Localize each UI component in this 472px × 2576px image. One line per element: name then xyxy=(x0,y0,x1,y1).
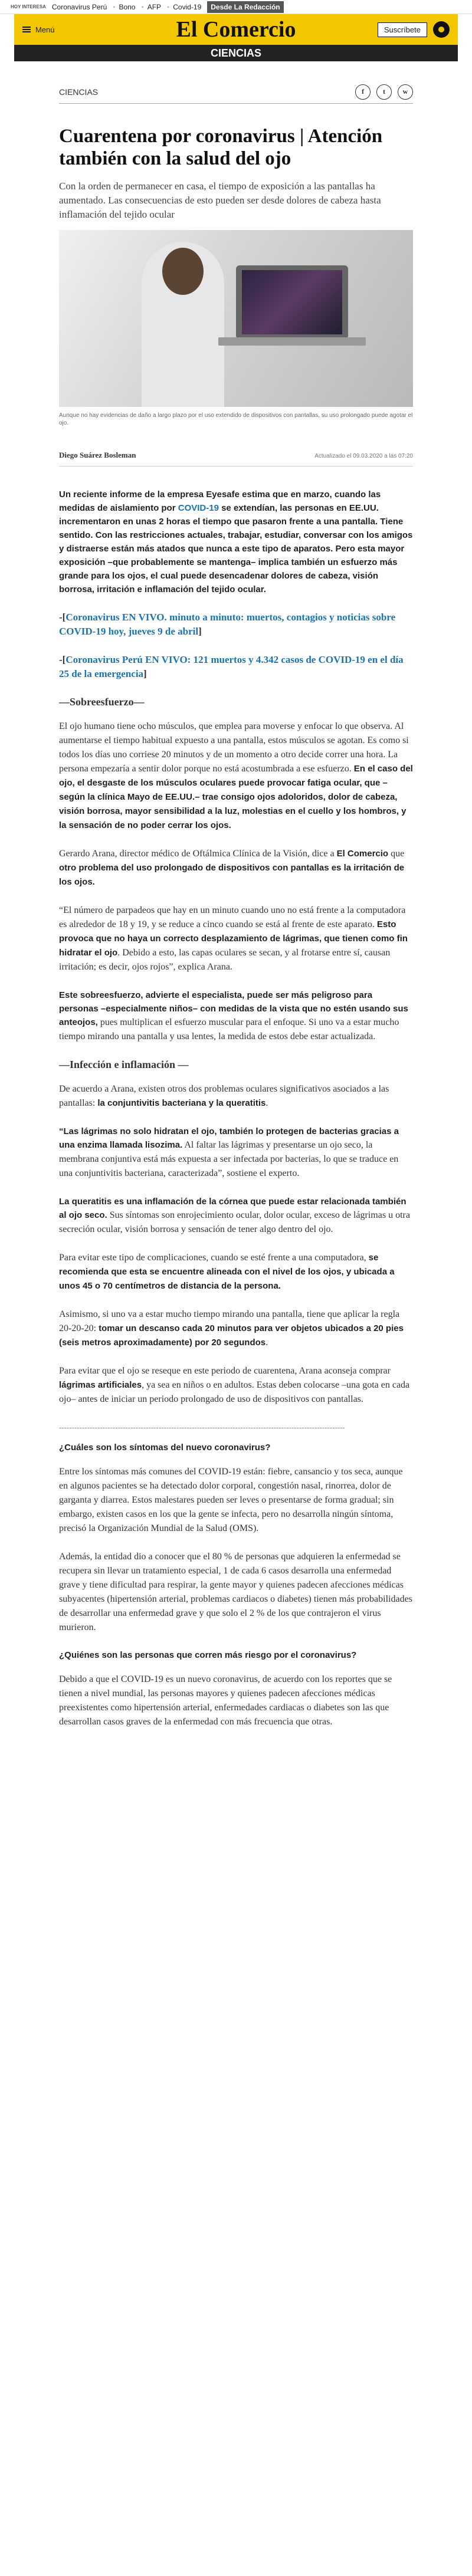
text: El ojo humano tiene ocho músculos, que emplea para moverse y enfocar lo que observa. Al aumentarse el tiempo habitual expuesto a una pantalla, estos músculos se agotan. Es como si todos los días uno corriese 20 minutos y de un momento a otro decide correr una hora. La persona empezaría a sentir dolor porque no está acostumbrada a ese esfuerzo. xyxy=(59,721,409,774)
topbar-separator: • xyxy=(141,2,144,11)
text: . Debido a esto, las capas oculares se secan, y al frotarse entre sí, causan irritación; es decir, ojos rojos”, explica Arana. xyxy=(59,948,391,972)
article-container xyxy=(59,80,413,1729)
bold-text: Esto provoca que no haya un correcto desplazamiento de lágrimas, que tienen como fin hidratar el ojo xyxy=(59,919,408,958)
bold-text: En el caso del ojo, el desgaste de los músculos oculares puede provocar fatiga ocular, que –según la clínica Mayo de EE.UU.– trae consigo ojos adoloridos, dolor de cabeza, visión borrosa, mayor sensibilidad a la luz, molestias en el cuello y los hombros, y la sensación de no poder cerrar los ojos. xyxy=(59,764,413,830)
topbar-link-afp[interactable]: AFP xyxy=(147,2,162,11)
site-header xyxy=(14,14,458,45)
bold-text: La queratitis es una inflamación de la córnea que puede estar relacionada también al ojo seco. xyxy=(59,1197,407,1220)
text: Para evitar que el ojo se reseque en este periodo de cuarentena, Arana aconseja comprar xyxy=(59,1366,391,1376)
bold-text: lágrimas artificiales xyxy=(59,1380,142,1390)
article-title: Cuarentena por coronavirus | Atención también con la salud del ojo xyxy=(59,126,383,169)
text: Sus síntomas son enrojecimiento ocular, dolor ocular, exceso de lágrimas u otra secreción ocular, visión borrosa y sensación de tener algo dentro del ojo. xyxy=(59,1210,410,1234)
bracket: -[ xyxy=(59,654,66,665)
paragraph xyxy=(59,488,413,596)
text: , ya sea en niños o en adultos. Estas deben colocarse –una gota en cada ojo– antes de iniciar un periodo prolongado de uso de dispositivos con pantallas. xyxy=(59,1380,410,1404)
text: Asimismo, si uno va a estar mucho tiempo mirando una pantalla, tiene que aplicar la regla 20-20-20: xyxy=(59,1309,400,1333)
topbar-separator: • xyxy=(113,2,116,11)
question-heading: ¿Quiénes son las personas que corren más riesgo por el coronavirus? xyxy=(59,1650,357,1660)
laptop-base xyxy=(218,337,366,346)
top-strip xyxy=(0,0,472,14)
bracket: ] xyxy=(198,626,202,637)
text: se extendían, las personas en EE.UU. incrementaron en unas 2 horas el tiempo que pasaron frente a una pantalla. Tiene sentido. Con las restricciones actuales, trabajar, estudiar, conversar con los amigos y distraerse están más atados que nunca a este tipo de aparatos. Pero esta mayor exposición –que probablemente se mantenga– implica también un esfuerzo más grande para los ojos, el cual puede desencadenar dolores de cabeza, visión borrosa, irritación e inflamación del tejido ocular. xyxy=(59,503,413,594)
subscribe-button[interactable]: Suscríbete xyxy=(378,22,427,37)
paragraph xyxy=(59,988,413,1044)
paragraph xyxy=(59,847,413,889)
bracket: ] xyxy=(143,668,147,679)
paragraph: Entre los síntomas más comunes del COVID-19 están: fiebre, cansancio y tos seca, aunque en algunos pacientes se ha detectado dolor corporal, congestión nasal, rinorrea, dolor de garganta y diarrea. Estos malestares pueden ser leves o presentarse de forma gradual; sin embargo, existen casos en los que la gente se infecta, pero no desarrolla ningún síntoma, precisó la Organización Mundial de la Salud (OMS). xyxy=(59,1467,403,1533)
bold-text: El Comercio xyxy=(336,849,389,859)
text: Gerardo Arana, director médico de Oftálmica Clínica de la Visión, dice a xyxy=(59,849,337,859)
bold-text: Este sobreesfuerzo, advierte el especialista, puede ser más peligroso para personas –especialmente niños– con medidas de la vista que no estén usando sus anteojos, xyxy=(59,990,408,1027)
paragraph xyxy=(59,1125,413,1181)
whatsapp-icon[interactable]: w xyxy=(398,84,413,100)
paragraph xyxy=(59,1082,413,1110)
dashed-divider: ---------------------------------------------------------------------------------------------------------------- xyxy=(59,1423,345,1432)
bold-text: se recomienda que esta se encuentre alineada con el nivel de los ojos, y ubicada a unos 45 o 70 centímetros de distancia de la persona. xyxy=(59,1253,395,1291)
menu-button[interactable] xyxy=(22,25,55,34)
paragraph xyxy=(59,1307,413,1350)
text: que xyxy=(388,849,405,859)
text: Para evitar este tipo de complicaciones, cuando se esté frente a una computadora, xyxy=(59,1253,369,1263)
share-buttons xyxy=(355,84,413,100)
topbar-link-bono[interactable]: Bono xyxy=(119,2,136,11)
related-link-2 xyxy=(59,653,413,681)
paragraph: Además, la entidad dio a conocer que el 80 % de personas que adquieren la enfermedad se recupera sin llevar un tratamiento especial, 1 de cada 6 casos desarrolla una enfermedad grave y tiene dificultad para respirar, la gente mayor y quienes padecen afecciones médicas subyacentes (hipertensión arterial, problemas cardiacos o diabetes) tienen más probabilidades de desarrollar una enfermedad grave y que solo el 2 % de los que contrajeron el virus murieron. xyxy=(59,1552,412,1632)
article-body xyxy=(59,488,413,1729)
facebook-icon[interactable]: f xyxy=(355,84,371,100)
covid-link[interactable]: COVID-19 xyxy=(178,503,219,513)
paragraph xyxy=(59,1364,413,1407)
related-link-peru[interactable]: Coronavirus Perú EN VIVO: 121 muertos y 4.342 casos de COVID-19 en el día 25 de la emergencia xyxy=(59,654,404,679)
paragraph xyxy=(59,903,413,974)
question-heading: ¿Cuáles son los síntomas del nuevo coronavirus? xyxy=(59,1443,271,1453)
bold-text: “Las lágrimas no solo hidratan el ojo, también lo protegen de bacterias gracias a una enzima llamada lisozima. xyxy=(59,1126,399,1150)
menu-label: Menú xyxy=(35,25,55,34)
text: pues multiplican el esfuerzo muscular para el enfoque. Si uno va a estar mucho tiempo mirando una pantalla y usa lentes, la medida de estos debe estar actualizada. xyxy=(59,1017,399,1041)
breadcrumb[interactable]: CIENCIAS xyxy=(59,87,99,97)
text: Al faltar las lágrimas y presentarse un ojo seco, la membrana conjuntiva está más expuesta a ser infectada por bacterias, lo que se traduce en una conjuntivitis bacteriana, caracterizada”, sostiene el experto. xyxy=(59,1140,399,1178)
photo-caption: Aunque no hay evidencias de daño a largo plazo por el uso extendido de dispositivos con pantallas, su uso prolongado puede agotar el ojo. xyxy=(59,412,413,426)
user-icon[interactable] xyxy=(433,21,450,38)
person-head xyxy=(162,248,204,295)
related-link-envivo[interactable]: Coronavirus EN VIVO. minuto a minuto: muertos, contagios y noticias sobre COVID-19 hoy, jueves 9 de abril xyxy=(59,612,396,637)
text: . xyxy=(266,1338,268,1348)
paragraph xyxy=(59,1251,413,1293)
topbar-separator: • xyxy=(167,2,170,11)
subheading-sobreesfuerzo: —Sobreesfuerzo— xyxy=(59,696,145,708)
related-link-1 xyxy=(59,610,413,639)
text: De acuerdo a Arana, existen otros dos problemas oculares significativos asociados a las pantallas: xyxy=(59,1084,389,1108)
breadcrumb-row xyxy=(59,80,413,104)
site-logo[interactable]: El Comercio xyxy=(176,17,296,42)
laptop xyxy=(236,265,348,339)
topbar-link-desde-la-redaccion[interactable]: Desde La Redacción xyxy=(207,1,283,13)
author-name[interactable]: Diego Suárez Bosleman xyxy=(59,451,136,459)
section-title: CIENCIAS xyxy=(14,45,458,61)
bold-text: otro problema del uso prolongado de dispositivos con pantallas es la irritación de los ojos. xyxy=(59,863,405,887)
paragraph: Debido a que el COVID-19 es un nuevo coronavirus, de acuerdo con los reportes que se tienen a nivel mundial, las personas mayores y quienes padecen afecciones médicas preexistentes como hipertensión arterial, enfermedades cardiacas o diabetes son las que desarrollan casos graves de la enfermedad con más frecuencia que otras. xyxy=(59,1674,392,1727)
twitter-icon[interactable]: t xyxy=(376,84,392,100)
topbar-link-coronavirus-peru[interactable]: Coronavirus Perú xyxy=(51,2,107,11)
article-photo xyxy=(59,230,413,407)
hoy-interesa-label: HOY INTERESA xyxy=(11,4,46,9)
updated-timestamp: Actualizado el 09.03.2020 a las 07:20 xyxy=(314,453,413,459)
topbar-link-covid[interactable]: Covid-19 xyxy=(173,2,202,11)
bold-text: la conjuntivitis bacteriana y la queratitis xyxy=(97,1098,266,1108)
hamburger-icon xyxy=(22,27,31,32)
text: Un reciente informe de la empresa Eyesafe estima que en marzo, cuando las medidas de aislamiento por xyxy=(59,489,381,513)
subheading-infeccion: —Infección e inflamación — xyxy=(59,1059,189,1070)
text: . xyxy=(266,1098,268,1108)
article-summary: Con la orden de permanecer en casa, el tiempo de exposición a las pantallas ha aumentado. Las consecuencias de esto pueden ser desde dolores de cabeza hasta inflamación del tejido ocular xyxy=(59,180,381,220)
bold-text: tomar un descanso cada 20 minutos para ver objetos ubicados a 20 pies (seis metros aproximadamente) por 20 segundos xyxy=(59,1323,404,1348)
paragraph xyxy=(59,719,413,833)
text: “El número de parpadeos que hay en un minuto cuando uno no está frente a la computadora es alrededor de 18 y 19, y se reduce a cinco cuando se está al frente de este aparato. xyxy=(59,905,406,929)
bracket: -[ xyxy=(59,612,66,623)
paragraph xyxy=(59,1195,413,1237)
byline xyxy=(59,451,413,460)
